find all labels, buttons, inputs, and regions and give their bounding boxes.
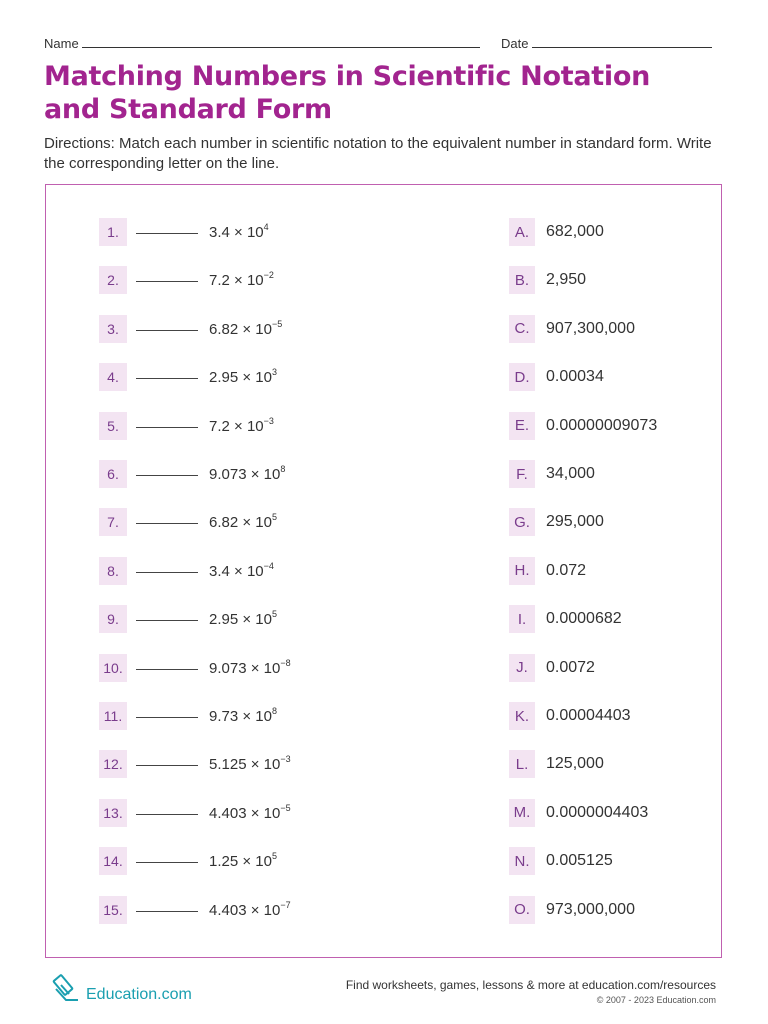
standard-form-value: 0.005125 bbox=[546, 852, 613, 870]
answer-letter: B. bbox=[509, 266, 535, 294]
exponent: 3 bbox=[271, 367, 277, 378]
question-number: 3. bbox=[99, 315, 127, 343]
question-number: 14. bbox=[99, 847, 127, 875]
question-number: 1. bbox=[99, 218, 127, 246]
question-row bbox=[99, 412, 329, 440]
answer-row bbox=[509, 508, 709, 536]
exponent: −5 bbox=[280, 802, 291, 813]
answer-row bbox=[509, 557, 709, 585]
answer-blank[interactable] bbox=[136, 572, 198, 573]
exponent: 8 bbox=[271, 706, 277, 716]
question-row bbox=[99, 266, 329, 294]
exponent: 8 bbox=[280, 464, 286, 474]
standard-form-value: 0.00034 bbox=[546, 368, 604, 386]
question-row bbox=[99, 654, 329, 682]
date-label: Date bbox=[501, 36, 529, 51]
answer-row bbox=[509, 218, 709, 246]
answer-letter: L. bbox=[509, 750, 535, 778]
scientific-expression: $9.073 \times 10^8$ bbox=[209, 464, 286, 483]
exponent: −5 bbox=[271, 318, 283, 329]
answer-letter: K. bbox=[509, 702, 535, 730]
answer-row bbox=[509, 315, 709, 343]
answer-blank[interactable] bbox=[136, 281, 198, 282]
question-number: 4. bbox=[99, 363, 127, 391]
answer-blank[interactable] bbox=[136, 862, 198, 863]
scientific-expression: $3.4 \times 10^4$ bbox=[209, 222, 269, 241]
scientific-expression: $7.2 \times 10^{-2}$ bbox=[209, 270, 274, 290]
coefficient: 1.25 bbox=[209, 853, 239, 871]
answer-blank[interactable] bbox=[136, 765, 198, 766]
coefficient: 6.82 bbox=[209, 320, 239, 338]
answer-letter: I. bbox=[509, 605, 535, 633]
logo-text: Education.com bbox=[86, 986, 192, 1003]
answer-letter: D. bbox=[509, 363, 535, 391]
standard-form-value: 973,000,000 bbox=[546, 900, 635, 918]
answer-blank[interactable] bbox=[136, 814, 198, 815]
answer-letter: F. bbox=[509, 460, 535, 488]
education-logo bbox=[52, 972, 192, 1004]
question-number: 10. bbox=[99, 654, 127, 682]
answer-blank[interactable] bbox=[136, 620, 198, 621]
scientific-expression: $1.25 \times 10^5$ bbox=[209, 851, 277, 871]
question-number: 11. bbox=[99, 702, 127, 730]
coefficient: 9.73 bbox=[209, 708, 239, 725]
answer-row bbox=[509, 750, 709, 778]
answer-row bbox=[509, 654, 709, 682]
coefficient: 9.073 bbox=[209, 466, 247, 483]
title-line-1: Matching Numbers in Scientific Notation bbox=[44, 61, 650, 92]
scientific-expression: $7.2 \times 10^{-3}$ bbox=[209, 415, 274, 435]
scientific-expression: $4.403 \times 10^{-5}$ bbox=[209, 802, 291, 822]
standard-form-value: 907,300,000 bbox=[546, 319, 635, 337]
answer-row bbox=[509, 460, 709, 488]
exponent: −7 bbox=[280, 899, 291, 910]
exponent: −2 bbox=[263, 270, 274, 281]
scientific-expression: $9.073 \times 10^{-8}$ bbox=[209, 657, 291, 677]
answer-blank[interactable] bbox=[136, 475, 198, 476]
standard-form-value: 125,000 bbox=[546, 755, 604, 773]
question-row bbox=[99, 363, 329, 391]
answer-blank[interactable] bbox=[136, 717, 198, 718]
answer-row bbox=[509, 266, 709, 294]
exponent: −4 bbox=[263, 560, 274, 571]
question-number: 15. bbox=[99, 896, 127, 924]
standard-form-value: 0.00000009073 bbox=[546, 416, 658, 434]
scientific-expression: $6.82 \times 10^{-5}$ bbox=[209, 318, 283, 338]
coefficient: 5.125 bbox=[209, 756, 247, 774]
answer-blank[interactable] bbox=[136, 669, 198, 670]
scientific-expression: $9.73 \times 10^8$ bbox=[209, 706, 277, 725]
name-label: Name bbox=[44, 36, 79, 51]
question-number: 8. bbox=[99, 557, 127, 585]
answer-letter: J. bbox=[509, 654, 535, 682]
exponent: 5 bbox=[271, 851, 277, 862]
question-row bbox=[99, 750, 329, 778]
answer-letter: E. bbox=[509, 412, 535, 440]
question-row bbox=[99, 557, 329, 585]
answer-blank[interactable] bbox=[136, 330, 198, 331]
answer-letter: O. bbox=[509, 896, 535, 924]
answer-row bbox=[509, 412, 709, 440]
coefficient: 4.403 bbox=[209, 804, 247, 822]
question-number: 12. bbox=[99, 750, 127, 778]
question-row bbox=[99, 896, 329, 924]
answer-row bbox=[509, 363, 709, 391]
name-date-row bbox=[44, 36, 720, 51]
exponent: 4 bbox=[263, 222, 269, 232]
question-number: 7. bbox=[99, 508, 127, 536]
answer-blank[interactable] bbox=[136, 427, 198, 428]
answer-letter: C. bbox=[509, 315, 535, 343]
answer-row bbox=[509, 799, 709, 827]
coefficient: 7.2 bbox=[209, 272, 230, 290]
scientific-expression: $4.403 \times 10^{-7}$ bbox=[209, 899, 291, 919]
directions-text: Directions: Match each number in scientific notation to the equivalent number in standard form. Write the corresponding letter on the line. bbox=[44, 135, 712, 172]
question-row bbox=[99, 508, 329, 536]
answer-row bbox=[509, 847, 709, 875]
question-number: 9. bbox=[99, 605, 127, 633]
standard-form-value: 0.0000682 bbox=[546, 610, 622, 628]
question-row bbox=[99, 315, 329, 343]
name-field[interactable] bbox=[82, 37, 480, 48]
coefficient: 2.95 bbox=[209, 369, 239, 387]
answer-blank[interactable] bbox=[136, 233, 198, 234]
date-group bbox=[501, 36, 712, 51]
coefficient: 4.403 bbox=[209, 901, 247, 919]
date-field[interactable] bbox=[532, 37, 712, 48]
coefficient: 9.073 bbox=[209, 659, 247, 677]
question-row bbox=[99, 702, 329, 730]
standard-form-value: 0.072 bbox=[546, 561, 587, 579]
question-row bbox=[99, 799, 329, 827]
scientific-expression: $5.125 \times 10^{-3}$ bbox=[209, 754, 291, 774]
answer-row bbox=[509, 896, 709, 924]
exponent: 5 bbox=[271, 609, 277, 620]
answer-row bbox=[509, 702, 709, 730]
scientific-expression: $6.82 \times 10^5$ bbox=[209, 512, 277, 532]
education-logo-icon bbox=[52, 973, 82, 1003]
title-line-2: and Standard Form bbox=[44, 94, 332, 125]
scientific-expression: $2.95 \times 10^3$ bbox=[209, 367, 277, 387]
exponent: −3 bbox=[280, 754, 291, 765]
answer-row bbox=[509, 605, 709, 633]
question-row bbox=[99, 460, 329, 488]
answer-letter: G. bbox=[509, 508, 535, 536]
standard-form-value: 295,000 bbox=[546, 513, 604, 531]
standard-form-value: 34,000 bbox=[546, 465, 595, 482]
standard-form-value: 2,950 bbox=[546, 271, 587, 289]
question-row bbox=[99, 218, 329, 246]
question-number: 2. bbox=[99, 266, 127, 294]
scientific-expression: $2.95 \times 10^5$ bbox=[209, 609, 277, 629]
answer-letter: H. bbox=[509, 557, 535, 585]
question-row bbox=[99, 605, 329, 633]
standard-form-value: 682,000 bbox=[546, 223, 604, 240]
question-number: 13. bbox=[99, 799, 127, 827]
coefficient: 3.4 bbox=[209, 562, 230, 580]
footer-promo: Find worksheets, games, lessons & more at education.com/resources bbox=[345, 978, 716, 992]
worksheet-panel bbox=[45, 184, 722, 958]
question-number: 5. bbox=[99, 412, 127, 440]
question-row bbox=[99, 847, 329, 875]
exponent: −3 bbox=[263, 415, 274, 426]
exponent: 5 bbox=[271, 512, 277, 523]
answer-letter: A. bbox=[509, 218, 535, 246]
scientific-expression: $3.4 \times 10^{-4}$ bbox=[209, 560, 274, 580]
standard-form-value: 0.00004403 bbox=[546, 707, 631, 724]
answer-blank[interactable] bbox=[136, 911, 198, 912]
coefficient: 2.95 bbox=[209, 611, 239, 629]
answer-blank[interactable] bbox=[136, 378, 198, 379]
exponent: −8 bbox=[280, 657, 291, 668]
coefficient: 7.2 bbox=[209, 417, 230, 435]
coefficient: 6.82 bbox=[209, 514, 239, 532]
standard-form-value: 0.0072 bbox=[546, 658, 595, 676]
answer-letter: M. bbox=[509, 799, 535, 827]
answer-letter: N. bbox=[509, 847, 535, 875]
standard-form-value: 0.0000004403 bbox=[546, 803, 649, 821]
answer-blank[interactable] bbox=[136, 523, 198, 524]
question-number: 6. bbox=[99, 460, 127, 488]
footer-copyright: © 2007 - 2023 Education.com bbox=[596, 995, 716, 1005]
page-title bbox=[44, 60, 724, 126]
footer-info bbox=[346, 978, 716, 1005]
coefficient: 3.4 bbox=[209, 224, 230, 241]
